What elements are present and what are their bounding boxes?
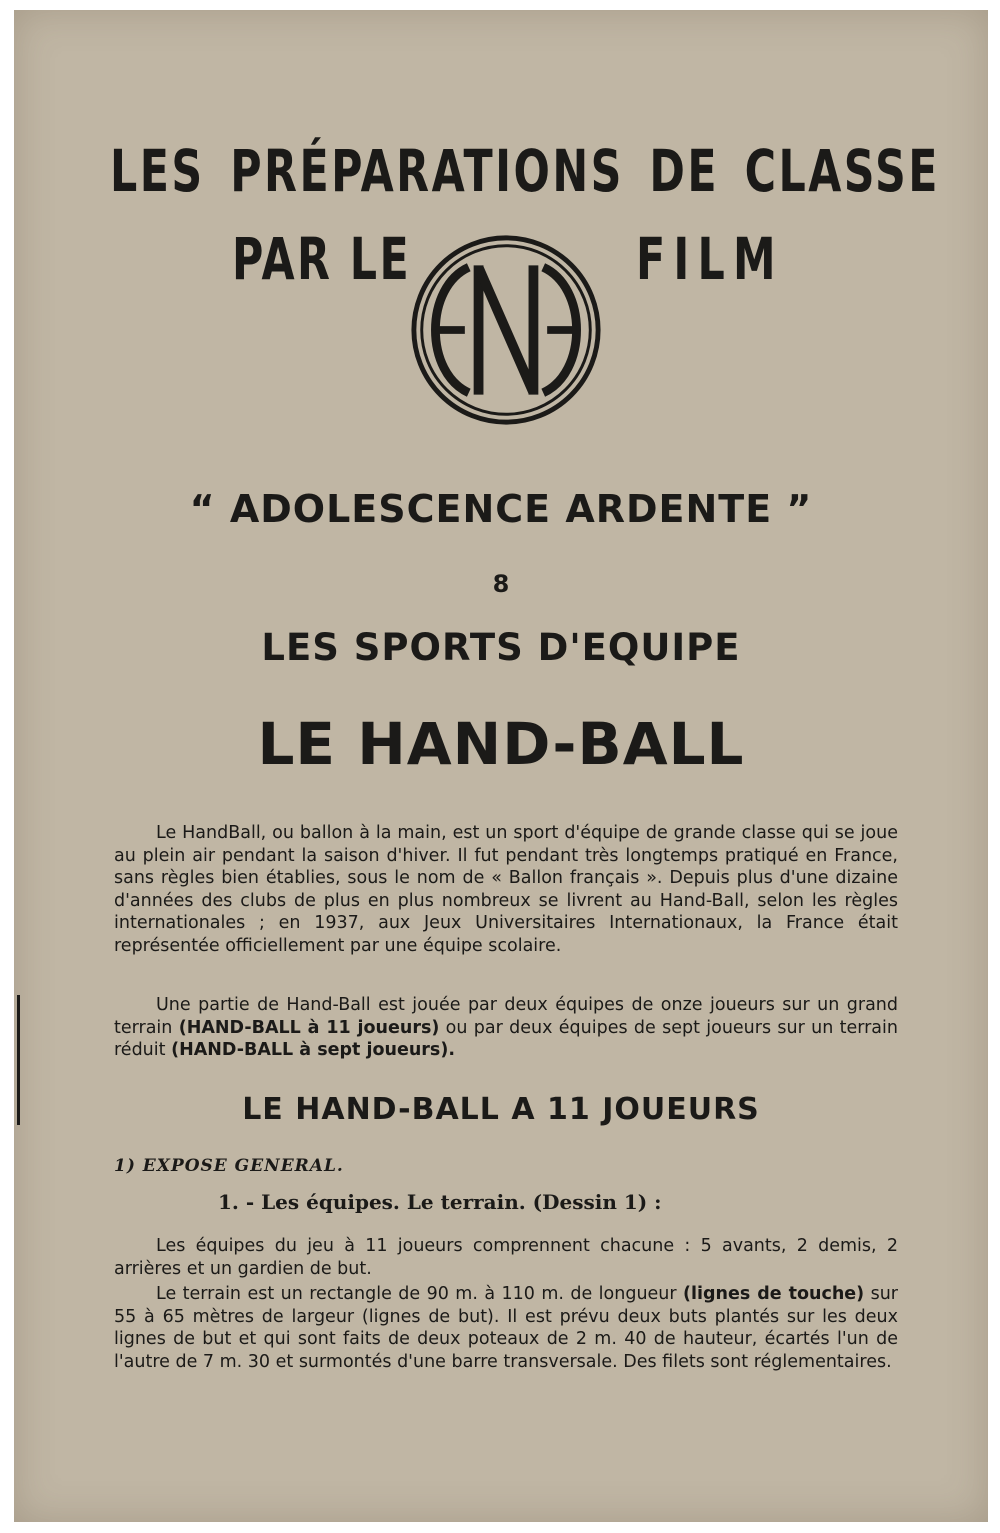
bold-text-run: (lignes de touche) [683,1284,865,1304]
item-heading: 1. - Les équipes. Le terrain. (Dessin 1) : [218,1190,662,1214]
text-run: ou par deux équipes de sept joueurs sur un terrain réduit [114,1017,898,1060]
section-title: LES SPORTS D'EQUIPE [261,626,741,669]
film-title: “ ADOLESCENCE ARDENTE ” [189,487,813,531]
header-line-2-right: FILM [636,225,784,293]
text-run: Le terrain est un rectangle de 90 m. à 110 m. de longueur [156,1284,684,1304]
ene-logo-icon [408,232,604,428]
intro-paragraph-2 [114,994,898,1062]
bold-text-run: (HAND-BALL à 11 joueurs) [178,1017,440,1038]
document-page [14,10,988,1522]
header-line-1: LES PRÉPARATIONS DE CLASSE [110,137,940,205]
field-paragraph [114,1283,898,1373]
main-title: LE HAND-BALL [257,710,745,778]
section-heading: LE HAND-BALL A 11 JOUEURS [242,1092,760,1127]
header-line-2-left: PAR LE [232,225,412,293]
expose-label: 1) EXPOSE GENERAL. [114,1156,344,1176]
bold-text-run: (HAND-BALL à sept joueurs). [171,1040,455,1060]
teams-paragraph: Les équipes du jeu à 11 joueurs comprennent chacune : 5 avants, 2 demis, 2 arrières et un gardien de but. [114,1236,898,1279]
intro-paragraph-1: Le HandBall, ou ballon à la main, est un sport d'équipe de grande classe qui se joue au plein air pendant la saison d'hiver. Il fut pendant très longtemps pratiqué en France, sans règles bien établies, sous le nom de « Ballon français ». Depuis plus d'une dizaine d'années des clubs de plus en plus nombreux se livrent au Hand-Ball, selon les règles internationales ; en 1937, aux Jeux Universitaires Internationaux, la France était représentée officiellement par une équipe scolaire. [114,823,898,956]
film-number: 8 [492,570,510,598]
text-run: Une partie de Hand-Ball est jouée par deux équipes de onze joueurs sur un grand terrain [114,995,898,1038]
text-run: sur 55 à 65 mètres de largeur (lignes de but). Il est prévu deux buts plantés sur les deux lignes de but et qui sont faits de deux poteaux de 2 m. 40 de hauteur, écartés l'un de l'autre de 7 m. 30 et surmontés d'une barre transversale. Des filets sont réglementaires. [114,1284,898,1372]
